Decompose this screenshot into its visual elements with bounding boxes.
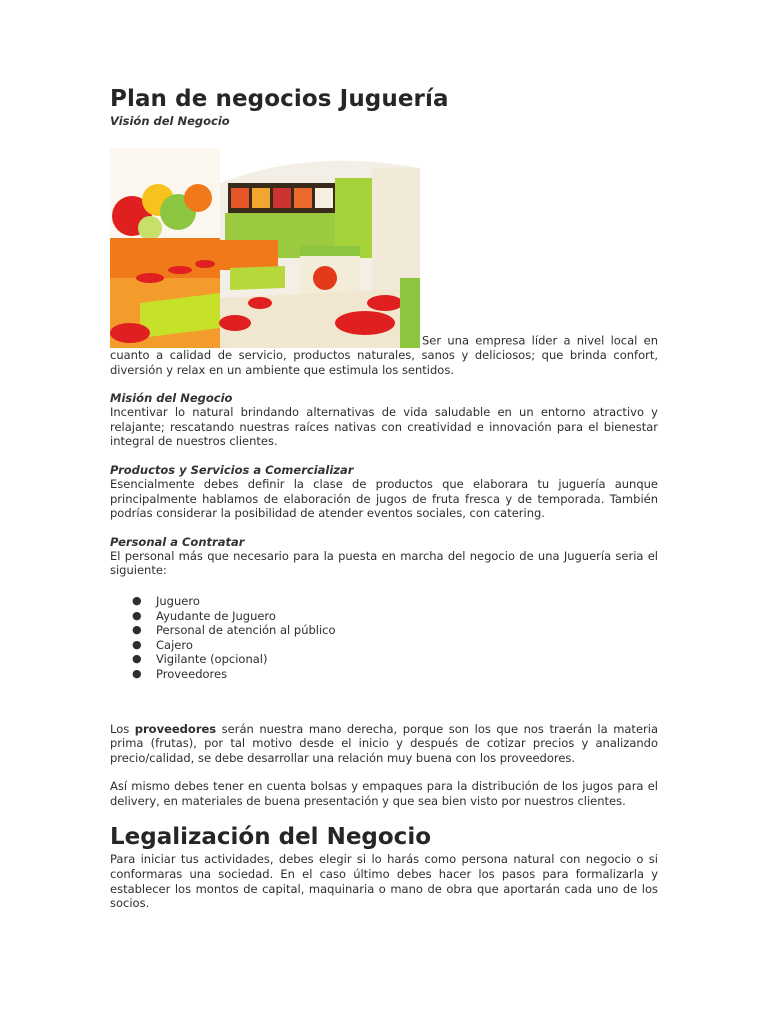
legalizacion-heading: Legalización del Negocio — [110, 824, 432, 851]
personal-heading: Personal a Contratar — [110, 534, 245, 549]
vision-heading: Visión del Negocio — [110, 114, 230, 128]
bullet-icon: ● — [132, 666, 142, 680]
juice-bar-photo — [110, 128, 420, 348]
productos-text: Esencialmente debes definir la clase de productos que elaborara tu juguería aunque principalmente hablamos de elaboración de jugos de fruta fresca y de temporada. También podrías considerar la posibilidad de atender eventos sociales, con catering. — [110, 476, 658, 521]
personal-text: El personal más que necesario para la puesta en marcha del negocio de una Juguería seria el siguiente: — [110, 548, 658, 578]
list-item — [132, 652, 658, 667]
list-item-label: Proveedores — [156, 666, 228, 681]
list-item-label: Personal de atención al público — [156, 623, 336, 638]
list-item-label: Vigilante (opcional) — [156, 652, 268, 667]
proveedores-prefix: Los — [110, 721, 135, 736]
list-item-label: Ayudante de Juguero — [156, 608, 276, 623]
bullet-icon: ● — [132, 593, 142, 607]
proveedores-bold: proveedores — [134, 721, 217, 736]
legalizacion-text: Para iniciar tus actividades, debes elegir si lo harás como persona natural con negocio o si conformaras una sociedad. En el caso último debes hacer los pasos para formalizarla y establecer los montos de capital, maquinaria o mano de obra que aportarán cada uno de los socios. — [110, 852, 658, 911]
proveedores-paragraph — [110, 722, 658, 766]
productos-heading: Productos y Servicios a Comercializar — [110, 462, 354, 477]
page-title: Plan de negocios Juguería — [110, 86, 449, 112]
vision-paragraph — [110, 128, 658, 377]
list-item — [132, 637, 658, 653]
list-item — [132, 623, 658, 638]
list-item — [132, 608, 658, 624]
bullet-icon: ● — [132, 623, 142, 637]
list-item — [132, 666, 658, 682]
bullet-icon: ● — [132, 652, 142, 666]
list-item-label: Juguero — [156, 593, 200, 608]
document-page — [110, 84, 658, 911]
proveedores-suffix: serán nuestra mano derecha, porque son los que nos traerán la materia prima (frutas), por tal motivo desde el inicio y después de cotizar precios y analizando precio/calidad, se debe desarrollar una relación muy buena con los proveedores. — [110, 721, 658, 765]
vision-text: Ser una empresa líder a nivel local en cuanto a calidad de servicio, productos naturales, sanos y deliciosos; que brinda confort, diversión y relax en un ambiente que estimula los sentidos. — [110, 333, 658, 377]
bullet-icon: ● — [132, 637, 142, 651]
list-item — [132, 593, 658, 609]
empaques-paragraph: Así mismo debes tener en cuenta bolsas y empaques para la distribución de los jugos para el delivery, en materiales de buena presentación y que sea bien visto por nuestros clientes. — [110, 779, 658, 808]
mision-text: Incentivar lo natural brindando alternativas de vida saludable en un entorno atractivo y relajante; rescatando nuestras raíces nativas con creatividad e innovación para el bienestar integral de nuestros clientes. — [110, 405, 658, 449]
bullet-icon: ● — [132, 608, 142, 622]
mision-heading: Misión del Negocio — [110, 391, 233, 406]
list-item-label: Cajero — [156, 637, 193, 652]
personal-list — [110, 594, 658, 682]
